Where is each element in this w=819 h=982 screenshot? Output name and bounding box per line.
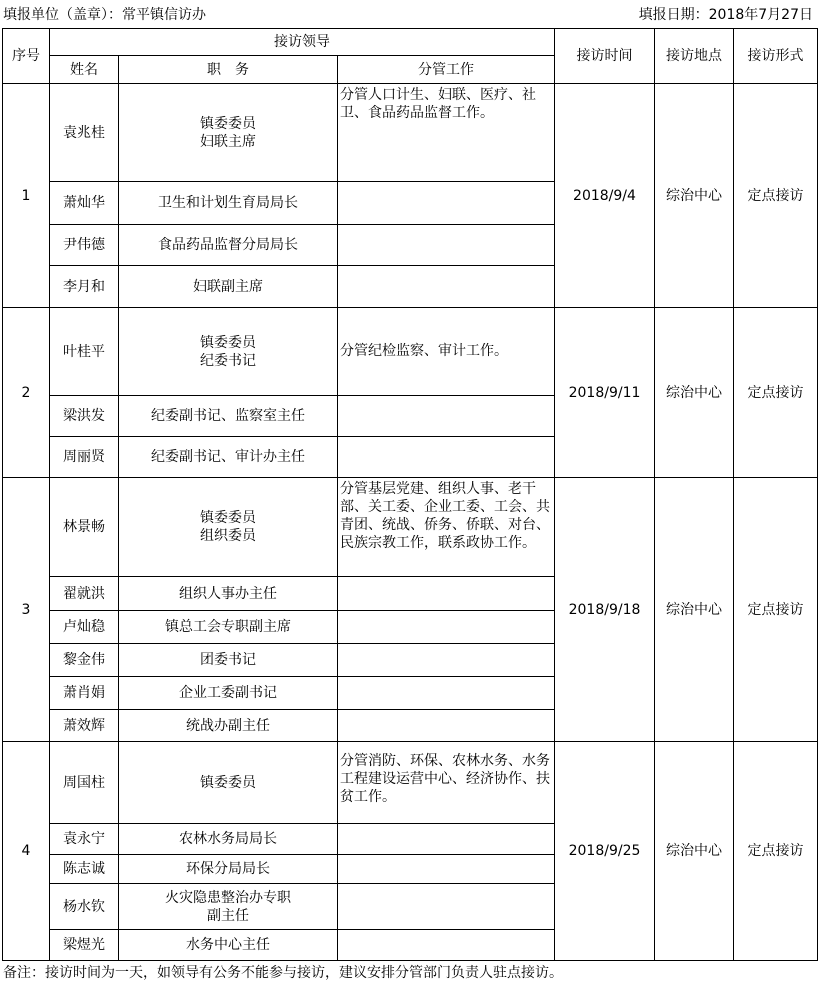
name-cell: 周丽贤 [50,437,119,478]
name-cell: 萧肖娟 [50,677,119,710]
position-cell: 环保分局局长 [119,855,338,884]
remark-note: 备注：接访时间为一天，如领导有公务不能参与接访，建议安排分管部门负责人驻点接访。 [3,965,563,981]
name-cell: 黎金伟 [50,644,119,677]
name-cell: 尹伟德 [50,225,119,266]
position-cell: 镇总工会专职副主席 [119,611,338,644]
name-cell: 周国柱 [50,742,119,824]
name-cell: 萧灿华 [50,182,119,225]
duties-cell [338,437,555,478]
duties-cell [338,710,555,742]
position-cell: 镇委委员 纪委书记 [119,308,338,396]
duties-cell: 分管基层党建、组织人事、老干部、关工委、企业工委、工会、共青团、统战、侨务、侨联、对台、民族宗教工作，联系政协工作。 [338,478,555,577]
name-cell: 林景畅 [50,478,119,577]
col-time-header: 接访时间 [555,29,655,84]
table-row [3,308,818,396]
name-cell: 李月和 [50,266,119,308]
position-cell: 镇委委员 妇联主席 [119,84,338,182]
place-cell: 综治中心 [655,742,734,961]
time-cell: 2018/9/11 [555,308,655,478]
name-cell: 卢灿稳 [50,611,119,644]
duties-cell [338,855,555,884]
name-cell: 陈志诚 [50,855,119,884]
position-cell: 企业工委副书记 [119,677,338,710]
form-cell: 定点接访 [734,478,818,742]
seq-cell: 1 [3,84,50,308]
name-cell: 杨水钦 [50,884,119,930]
position-cell: 镇委委员 组织委员 [119,478,338,577]
duties-cell [338,884,555,930]
col-name-header: 姓名 [50,56,119,84]
duties-cell [338,611,555,644]
duties-cell: 分管人口计生、妇联、医疗、社卫、食品药品监督工作。 [338,84,555,182]
col-place-header: 接访地点 [655,29,734,84]
name-cell: 梁煜光 [50,930,119,961]
time-cell: 2018/9/4 [555,84,655,308]
duties-cell [338,266,555,308]
duties-cell [338,677,555,710]
time-cell: 2018/9/25 [555,742,655,961]
position-cell: 团委书记 [119,644,338,677]
col-seq-header: 序号 [3,29,50,84]
position-cell: 水务中心主任 [119,930,338,961]
col-form-header: 接访形式 [734,29,818,84]
place-cell: 综治中心 [655,84,734,308]
place-cell: 综治中心 [655,308,734,478]
table-row [3,84,818,182]
fill-date: 填报日期：2018年7月27日 [638,7,813,23]
duties-cell [338,396,555,437]
position-cell: 火灾隐患整治办专职 副主任 [119,884,338,930]
name-cell: 袁兆桂 [50,84,119,182]
position-cell: 统战办副主任 [119,710,338,742]
name-cell: 袁永宁 [50,824,119,855]
duties-cell [338,577,555,611]
duties-cell [338,644,555,677]
duties-cell: 分管纪检监察、审计工作。 [338,308,555,396]
position-cell: 组织人事办主任 [119,577,338,611]
duties-cell: 分管消防、环保、农林水务、水务工程建设运营中心、经济协作、扶贫工作。 [338,742,555,824]
position-cell: 纪委副书记、监察室主任 [119,396,338,437]
position-cell: 食品药品监督分局局长 [119,225,338,266]
duties-cell [338,225,555,266]
col-position-header: 职 务 [119,56,338,84]
position-cell: 卫生和计划生育局局长 [119,182,338,225]
name-cell: 萧效辉 [50,710,119,742]
name-cell: 叶桂平 [50,308,119,396]
form-cell: 定点接访 [734,742,818,961]
time-cell: 2018/9/18 [555,478,655,742]
duties-cell [338,824,555,855]
form-cell: 定点接访 [734,308,818,478]
table-row [3,478,818,577]
table-row [3,742,818,824]
col-leaders-header: 接访领导 [50,29,555,56]
header-row [3,29,818,56]
form-cell: 定点接访 [734,84,818,308]
reception-schedule-table [2,28,818,961]
position-cell: 妇联副主席 [119,266,338,308]
name-cell: 梁洪发 [50,396,119,437]
duties-cell [338,182,555,225]
position-cell: 纪委副书记、审计办主任 [119,437,338,478]
name-cell: 翟就洪 [50,577,119,611]
position-cell: 农林水务局局长 [119,824,338,855]
unit-label: 填报单位（盖章）：常平镇信访办 [3,7,206,23]
seq-cell: 4 [3,742,50,961]
seq-cell: 3 [3,478,50,742]
col-duties-header: 分管工作 [338,56,555,84]
duties-cell [338,930,555,961]
place-cell: 综治中心 [655,478,734,742]
position-cell: 镇委委员 [119,742,338,824]
seq-cell: 2 [3,308,50,478]
